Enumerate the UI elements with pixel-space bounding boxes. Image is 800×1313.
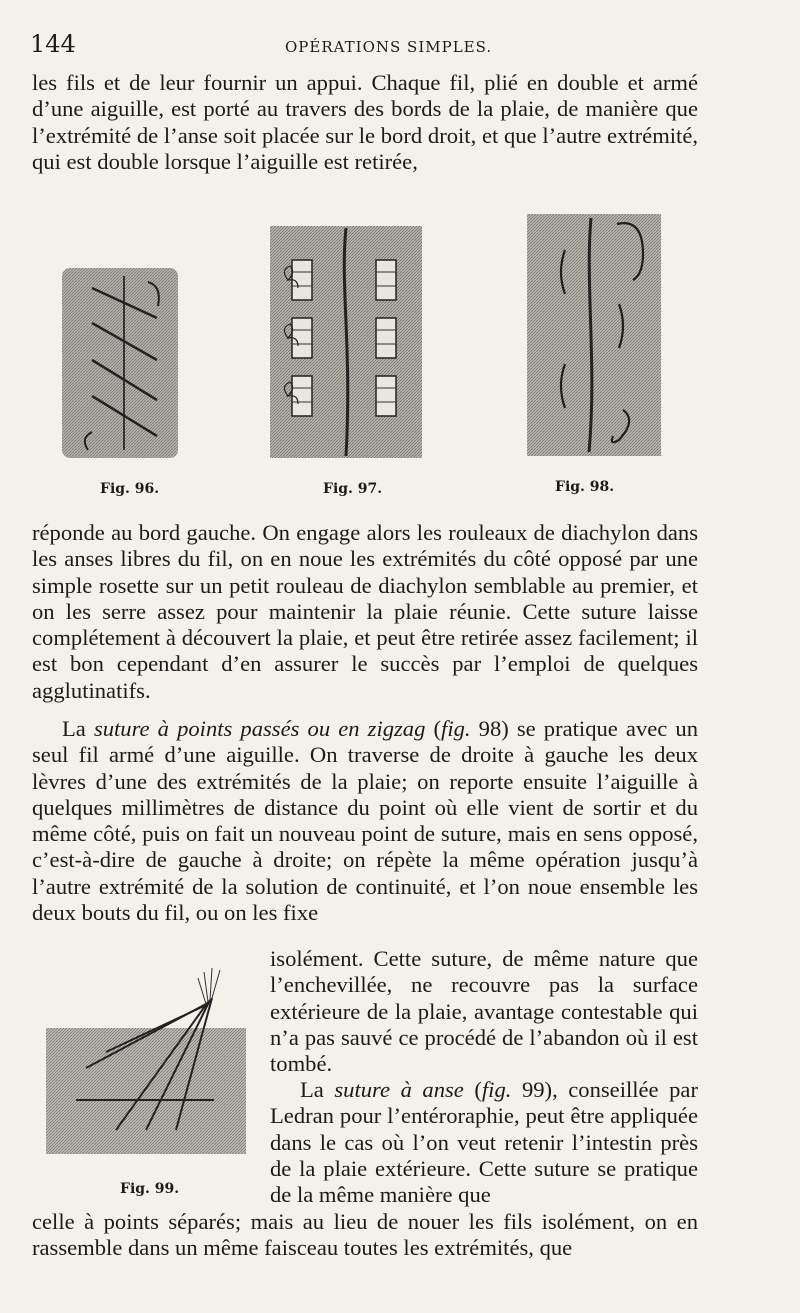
paragraph-6: celle à points séparés; mais au lieu de nouer les fils isolément, on en rassemble dans un même faisceau toutes les extrémités, que [32,1209,698,1261]
figure-96-illustration [62,268,178,458]
page-number: 144 [30,30,76,58]
p5-emphasis-term: suture à anse [334,1077,464,1102]
p3-emphasis-term: suture à points passés ou en zigzag [93,716,426,741]
p3-text-b: ( [425,716,442,741]
figure-96-caption: Fig. 96. [100,481,160,497]
p5-text-a: La [300,1077,335,1102]
figure-97-caption: Fig. 97. [323,481,383,497]
paragraph-1: les fils et de leur fournir un appui. Chaque fil, plié en double et armé d’une aiguille, est porté au travers des bords de la plaie, de manière que l’extrémité de l’anse soit placée sur le bord droit, et que l’autre extrémité, qui est double lorsque l’aiguille est retirée, [32,70,698,174]
running-title: OPÉRATIONS SIMPLES. [285,38,493,56]
figure-98-caption: Fig. 98. [555,479,615,495]
paragraph-5 [270,1077,698,1208]
figure-99-illustration [46,962,246,1158]
figure-99-caption: Fig. 99. [120,1181,180,1197]
p5-text-c: 99), conseillée par Ledran pour l’entéroraphie, peut être appliquée dans le cas où l’on veut retenir l’intestin près de la plaie extérieure. Cette suture se pratique de la même manière que [270,1077,698,1208]
p3-text-a: La [62,716,94,741]
p5-text-b: ( [463,1077,482,1102]
paragraph-2: réponde au bord gauche. On engage alors les rouleaux de diachylon dans les anses libres du fil, on en noue les extrémités du côté opposé par une simple rosette sur un petit rouleau de diachylon semblable au premier, et on les serre assez pour maintenir la plaie réunie. Cette suture laisse complétement à découvert la plaie, et peut être retirée assez facilement; il est bon cependant d’en assurer le succès par l’emploi de quelques agglutinatifs. [32,520,698,703]
p3-text-c: 98) se pratique avec un seul fil armé d’une aiguille. On traverse de droite à gauche les deux lèvres d’une des extrémités de la plaie; on reporte ensuite l’aiguille à quelques millimètres de distance du point où elle vient de sortir et du même côté, puis on fait un nouveau point de suture, mais en sens opposé, c’est-à-dire de gauche à droite; on répète la même opération jusqu’à l’autre extrémité de la solution de continuité, et l’on noue ensemble les deux bouts du fil, ou on les fixe [32,716,698,926]
p5-emphasis-fig: fig. [481,1077,512,1102]
paragraph-4: isolément. Cette suture, de même nature que l’enchevillée, ne recouvre pas la surface extérieure de la plaie, avantage contestable qui n’a pas sauvé ce procédé de l’abandon où il est tombé. [270,946,698,1077]
page-header [28,30,760,60]
p3-emphasis-fig: fig. [441,716,471,741]
figure-97-illustration [270,226,422,458]
figure-98-illustration [527,214,661,456]
paragraph-3 [32,716,698,926]
